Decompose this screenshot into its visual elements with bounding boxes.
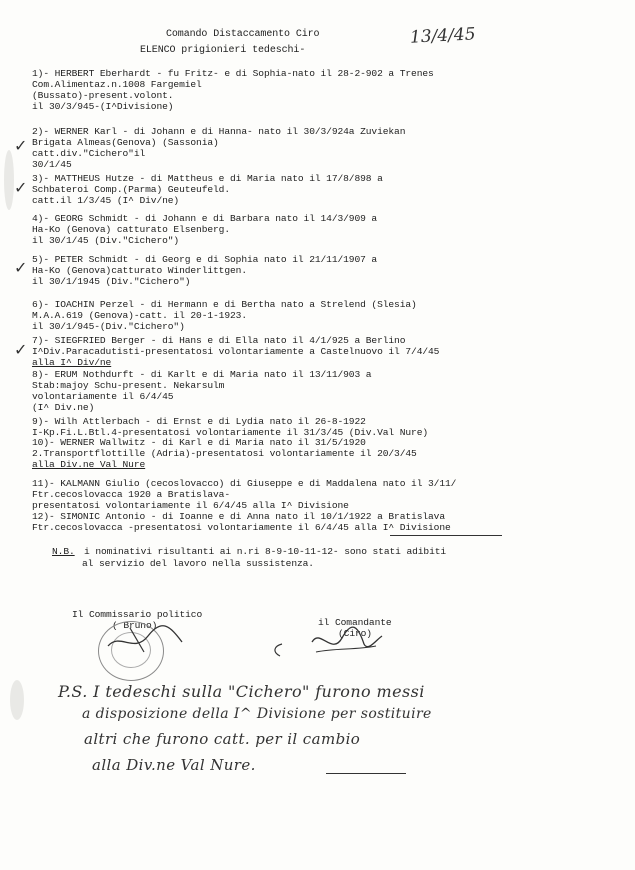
postscript-line-4: alla Div.ne Val Nure.: [92, 756, 256, 774]
commissar-signature: [100, 618, 190, 658]
underline-rule: [390, 535, 502, 536]
commissar-name: ( Bruno): [112, 620, 158, 631]
prisoner-6-line-3: il 30/1/945-(Div."Cichero"): [32, 321, 185, 332]
prisoner-1-line-4: il 30/3/945-(I^Divisione): [32, 101, 174, 112]
note-label: N.B.: [52, 546, 75, 557]
postscript-underline: [326, 773, 406, 774]
prisoner-11-line-2: Ftr.cecoslovacca 1920 a Bratislava-: [32, 489, 231, 500]
prisoner-8-line-2: Stab:majoy Schu-present. Nekarsulm: [32, 380, 225, 391]
prisoner-1-line-2: Com.Alimentaz.n.1008 Fargemiel: [32, 79, 202, 90]
prisoner-3-line-2: Schbateroi Comp.(Parma) Geuteufeld.: [32, 184, 231, 195]
prisoner-11-line-1: 11)- KALMANN Giulio (cecoslovacco) di Giuseppe e di Maddalena nato il 3/11/: [32, 478, 457, 489]
pen-mark: [268, 640, 288, 660]
note-line-1: i nominativi risultanti ai n.ri 8-9-10-11-12- sono stati adibiti: [84, 546, 447, 557]
check-mark-icon: ✓: [14, 178, 28, 197]
postscript-line-2: a disposizione della I^ Divisione per sostituire: [82, 706, 432, 722]
prisoner-4-line-1: 4)- GEORG Schmidt - di Johann e di Barbara nato il 14/3/909 a: [32, 213, 378, 224]
handwritten-date: 13/4/45: [409, 24, 477, 48]
prisoner-5-line-2: Ha-Ko (Genova)catturato Winderlittgen.: [32, 265, 247, 276]
list-title: ELENCO prigionieri tedeschi-: [140, 45, 306, 56]
prisoner-7-line-1: 7)- SIEGFRIED Berger - di Hans e di Ella nato il 4/1/925 a Berlino: [32, 335, 406, 346]
note-line-2: al servizio del lavoro nella sussistenza.: [82, 558, 314, 569]
commander-name: (Ciro): [338, 628, 372, 639]
prisoner-3-line-3: catt.il 1/3/45 (I^ Div/ne): [32, 195, 180, 206]
prisoner-7-line-2: I^Div.Paracadutisti-presentatosi volontariamente a Castelnuovo il 7/4/45: [32, 346, 440, 357]
prisoner-2-line-2: Brigata Almeas(Genova) (Sassonia): [32, 137, 219, 148]
prisoner-8-line-1: 8)- ERUM Nothdurft - di Karlt e di Maria nato il 13/11/903 a: [32, 369, 372, 380]
scan-smudge: [4, 150, 14, 210]
prisoner-10-line-2: 2.Transportflottille (Adria)-presentatosi volontariamente il 20/3/45: [32, 448, 417, 459]
prisoner-10-line-3: alla Div.ne Val Nure: [32, 459, 146, 470]
prisoner-2-line-3: catt.div."Cichero"il: [32, 148, 146, 159]
postscript-line-3: altri che furono catt. per il cambio: [84, 730, 361, 748]
prisoner-12-line-1: 12)- SIMONIC Antonio - di Ioanne e di Anna nato il 10/1/1922 a Bratislava: [32, 511, 445, 522]
postscript-line-1: P.S. I tedeschi sulla "Cichero" furono messi: [58, 682, 425, 701]
check-mark-icon: ✓: [14, 340, 28, 359]
prisoner-9-line-1: 9)- Wilh Attlerbach - di Ernst e di Lydia nato il 26-8-1922: [32, 416, 366, 427]
prisoner-3-line-1: 3)- MATTHEUS Hutze - di Mattheus e di Maria nato il 17/8/898 a: [32, 173, 383, 184]
prisoner-8-line-4: (I^ Div.ne): [32, 402, 95, 413]
prisoner-2-line-4: 30/1/45: [32, 159, 72, 170]
commander-signature: [306, 622, 386, 662]
prisoner-6-line-2: M.A.A.619 (Genova)-catt. il 20-1-1923.: [32, 310, 247, 321]
prisoner-10-line-1: 10)- WERNER Wallwitz - di Karl e di Maria nato il 31/5/1920: [32, 437, 366, 448]
prisoner-1-line-3: (Bussato)-present.volont.: [32, 90, 174, 101]
prisoner-5-line-3: il 30/1/1945 (Div."Cichero"): [32, 276, 191, 287]
scan-smudge: [10, 680, 24, 720]
prisoner-7-line-3: alla I^ Div/ne: [32, 357, 112, 368]
prisoner-5-line-1: 5)- PETER Schmidt - di Georg e di Sophia nato il 21/11/1907 a: [32, 254, 378, 265]
check-mark-icon: ✓: [14, 258, 28, 277]
prisoner-6-line-1: 6)- IOACHIN Perzel - di Hermann e di Bertha nato a Strelend (Slesia): [32, 299, 417, 310]
prisoner-2-line-1: 2)- WERNER Karl - di Johann e di Hanna- nato il 30/3/924a Zuviekan: [32, 126, 406, 137]
check-mark-icon: ✓: [14, 136, 28, 155]
prisoner-1-line-1: 1)- HERBERT Eberhardt - fu Fritz- e di Sophia-nato il 28-2-902 a Trenes: [32, 68, 434, 79]
commander-title: il Comandante: [318, 617, 392, 628]
prisoner-4-line-2: Ha-Ko (Genova) catturato Elsenberg.: [32, 224, 231, 235]
prisoner-8-line-3: volontariamente il 6/4/45: [32, 391, 174, 402]
prisoner-4-line-3: il 30/1/45 (Div."Cichero"): [32, 235, 180, 246]
prisoner-11-line-3: presentatosi volontariamente il 6/4/45 alla I^ Divisione: [32, 500, 349, 511]
command-heading: Comando Distaccamento Ciro: [166, 29, 320, 40]
commissar-title: Il Commissario politico: [72, 609, 203, 620]
prisoner-12-line-2: Ftr.cecoslovacca -presentatosi volontariamente il 6/4/45 alla I^ Divisione: [32, 522, 451, 533]
prisoner-9-line-2: I-Kp.Fi.L.Btl.4-presentatosi volontariamente il 31/3/45 (Div.Val Nure): [32, 427, 429, 438]
